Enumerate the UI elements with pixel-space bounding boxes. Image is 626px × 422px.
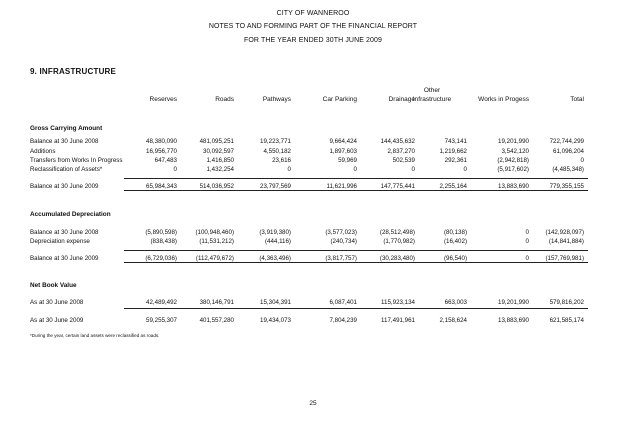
column-header: Pathways (262, 96, 291, 103)
row-label: Additions (30, 148, 56, 155)
table-cell: 0 (580, 157, 584, 164)
table-cell: (444,116) (264, 238, 291, 245)
table-cell: 19,201,990 (498, 138, 529, 145)
table-cell: 7,804,239 (329, 317, 357, 324)
table-cell: (1,770,982) (383, 238, 415, 245)
table-rule (124, 250, 588, 251)
table-cell: (240,734) (330, 238, 357, 245)
table-cell: 6,087,401 (329, 299, 357, 306)
table-cell: 0 (525, 229, 529, 236)
section-title: 9. INFRASTRUCTURE (30, 67, 117, 76)
table-cell: (5,917,602) (497, 166, 529, 173)
table-cell: 3,542,120 (501, 148, 529, 155)
row-label: Depreciation expense (30, 238, 90, 245)
column-header: Car Parking (322, 96, 357, 103)
column-header: Other Infrastructure (412, 87, 452, 103)
table-cell: (142,928,097) (545, 229, 584, 236)
row-label: Balance at 30 June 2008 (30, 138, 99, 145)
table-cell: 19,201,990 (498, 299, 529, 306)
table-cell: 1,897,603 (329, 148, 357, 155)
table-cell: 42,489,492 (146, 299, 177, 306)
table-cell: 1,416,850 (206, 157, 234, 164)
table-cell: (28,512,498) (379, 229, 415, 236)
table-cell: 621,585,174 (549, 317, 584, 324)
table-cell: 144,435,632 (380, 138, 415, 145)
table-cell: 61,096,204 (553, 148, 584, 155)
table-cell: 13,883,690 (498, 183, 529, 190)
table-rule (124, 262, 588, 263)
table-cell: 48,380,090 (146, 138, 177, 145)
row-label: Balance at 30 June 2008 (30, 229, 99, 236)
table-cell: 743,141 (444, 138, 467, 145)
table-cell: 4,550,182 (263, 148, 291, 155)
table-cell: (4,363,496) (259, 255, 291, 262)
row-label: Transfers from Works In Progress (30, 157, 123, 164)
table-cell: 0 (287, 166, 291, 173)
table-cell: 115,923,134 (381, 299, 415, 306)
table-cell: 13,883,690 (498, 317, 529, 324)
row-label: As at 30 June 2008 (30, 299, 84, 306)
table-cell: (4,485,348) (552, 166, 584, 173)
table-cell: (3,577,023) (325, 229, 357, 236)
column-header: Drainage (388, 96, 415, 103)
table-rule (124, 308, 588, 309)
table-cell: 16,956,770 (146, 148, 177, 155)
table-cell: 0 (525, 238, 529, 245)
table-cell: 23,616 (272, 157, 291, 164)
table-cell: (14,841,884) (548, 238, 584, 245)
table-cell: 59,969 (338, 157, 357, 164)
table-cell: 23,797,569 (260, 183, 291, 190)
footnote: *During the year, certain land assets were reclassified as roads. (30, 333, 160, 338)
table-cell: 59,255,307 (146, 317, 177, 324)
table-cell: 0 (411, 166, 415, 173)
table-cell: 0 (463, 166, 467, 173)
table-cell: 579,816,202 (549, 299, 584, 306)
row-label: Balance at 30 June 2009 (30, 183, 99, 190)
table-cell: 663,003 (444, 299, 467, 306)
table-cell: 1,219,662 (439, 148, 467, 155)
table-cell: 380,146,791 (199, 299, 234, 306)
table-cell: 502,539 (392, 157, 415, 164)
table-cell: 292,361 (444, 157, 467, 164)
table-cell: (80,138) (443, 229, 467, 236)
table-cell: 19,223,771 (260, 138, 291, 145)
table-cell: 19,434,073 (260, 317, 291, 324)
table-cell: 147,775,441 (380, 183, 415, 190)
table-cell: (112,479,672) (195, 255, 234, 262)
column-header: Total (570, 96, 584, 103)
column-header: Roads (215, 96, 234, 103)
table-cell: 9,664,424 (329, 138, 357, 145)
table-cell: 30,092,597 (203, 148, 234, 155)
table-cell: 2,158,624 (439, 317, 467, 324)
table-cell: (838,438) (150, 238, 177, 245)
report-org-title: CITY OF WANNEROO (276, 10, 350, 17)
table-cell: 0 (525, 255, 529, 262)
table-cell: 0 (173, 166, 177, 173)
table-cell: 779,355,155 (549, 183, 584, 190)
table-rule (124, 178, 588, 179)
table-cell: 647,483 (154, 157, 177, 164)
row-label: As at 30 June 2009 (30, 317, 84, 324)
table-cell: 1,432,254 (206, 166, 234, 173)
table-rule (124, 190, 588, 191)
table-cell: 2,255,164 (439, 183, 467, 190)
table-cell: (5,890,598) (145, 229, 177, 236)
table-cell: (30,283,480) (379, 255, 415, 262)
table-cell: (100,948,460) (195, 229, 234, 236)
row-label: Reclassification of Assets* (30, 166, 103, 173)
table-cell: 401,557,280 (199, 317, 234, 324)
table-cell: 514,036,952 (199, 183, 234, 190)
table-cell: (3,817,757) (325, 255, 357, 262)
report-subtitle: NOTES TO AND FORMING PART OF THE FINANCIAL REPORT (208, 23, 418, 30)
group-heading-net-book-value: Net Book Value (30, 282, 77, 289)
report-period: FOR THE YEAR ENDED 30TH JUNE 2009 (243, 37, 383, 44)
table-cell: (2,942,818) (497, 157, 529, 164)
table-cell: 481,095,251 (199, 138, 234, 145)
table-cell: 2,837,270 (387, 148, 415, 155)
table-cell: 11,621,996 (326, 183, 357, 190)
group-heading-gross: Gross Carrying Amount (30, 125, 103, 132)
table-cell: (157,769,981) (545, 255, 584, 262)
column-header: Works in Progess (478, 96, 529, 103)
table-cell: (11,531,212) (199, 238, 234, 245)
column-header: Reserves (149, 96, 177, 103)
table-cell: 65,984,343 (146, 183, 177, 190)
group-heading-depreciation: Accumulated Depreciation (30, 211, 111, 218)
table-cell: (16,402) (443, 238, 467, 245)
table-cell: 117,491,961 (381, 317, 415, 324)
row-label: Balance at 30 June 2009 (30, 255, 99, 262)
table-cell: (96,540) (443, 255, 467, 262)
table-cell: 0 (353, 166, 357, 173)
table-cell: (3,919,380) (259, 229, 291, 236)
table-cell: (6,729,036) (145, 255, 177, 262)
table-cell: 15,304,391 (260, 299, 291, 306)
page-number: 25 (309, 400, 317, 407)
table-cell: 722,744,299 (549, 138, 584, 145)
